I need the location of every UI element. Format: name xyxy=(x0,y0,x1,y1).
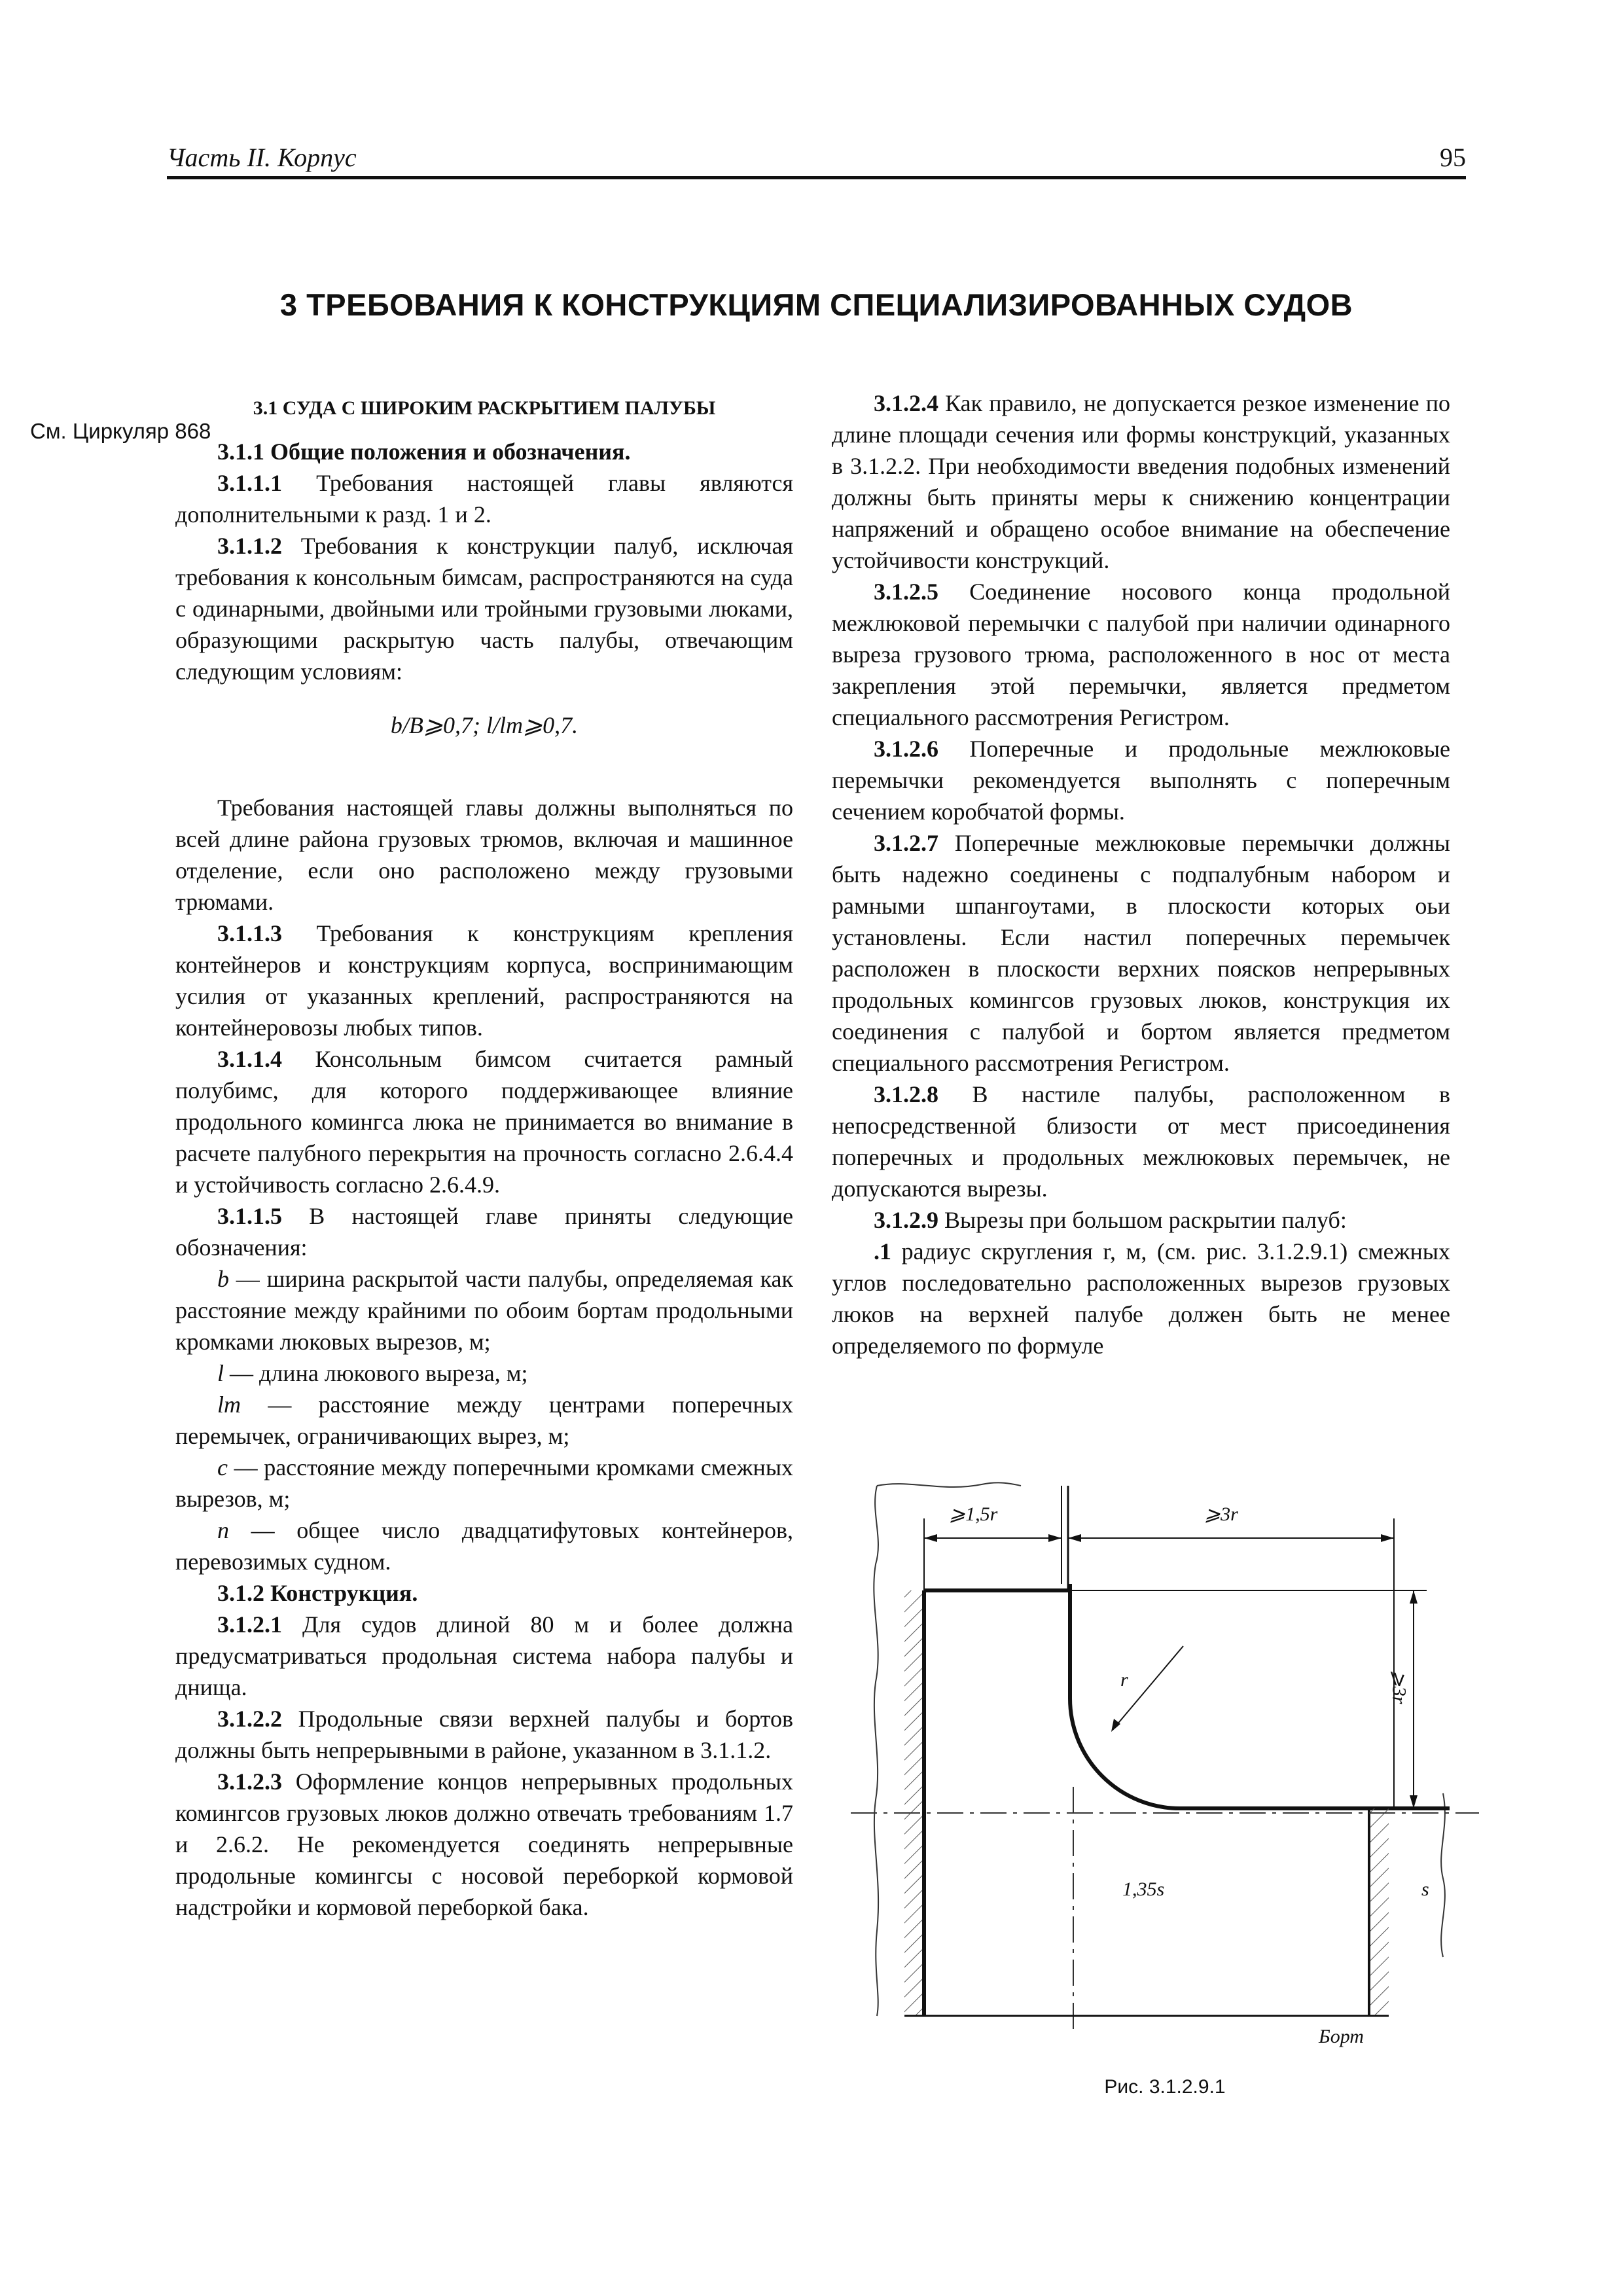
definition: b — ширина раскрытой части палубы, определяемая как расстояние между крайними по обоим бортам продольными кромками люковых вырезов, м; xyxy=(175,1266,793,1355)
clause-number: 3.1.2.6 xyxy=(874,736,938,762)
running-title: Часть II. Корпус xyxy=(167,143,357,172)
paragraph: 3.1.1.2 Требования к конструкции палуб, исключая требования к консольным бимсам, распространяются на суда с одинарными, двойными или тройными грузовыми люками, образующими раскрытую часть палубы, отвечающим следующим условиям: xyxy=(175,533,794,685)
clause-number: 3.1.1.2 xyxy=(217,533,282,559)
paragraph: 3.1.1.3 Требования к конструкциям крепления контейнеров и конструкциям корпуса, воспринимающим усилия от указанных креплений, распространяются на контейнеровозы любых типов. xyxy=(175,920,794,1041)
paragraph: 3.1.2.6 Поперечные и продольные межлюковые перемычки рекомендуется выполнять с поперечным сечением коробчатой формы. xyxy=(832,736,1450,825)
subsection-heading: 3.1.2 Конструкция. xyxy=(217,1580,418,1606)
paragraph: 3.1.2.4 Как правило, не допускается резкое изменение по длине площади сечения или формы конструкций, указанных в 3.1.2.2. При необходимости введения подобных изменений должны быть приняты меры к снижению концентрации напряжений и обращено особое внимание на обеспечение устойчивости конструкций. xyxy=(832,390,1450,573)
side-label: Борт xyxy=(1319,2026,1364,2047)
figure-caption: Рис. 3.1.2.9.1 xyxy=(1104,2076,1226,2098)
page-number: 95 xyxy=(1440,143,1466,172)
figure-hatch-corner xyxy=(851,1473,1479,2062)
dim-label-d: 1,35s xyxy=(1122,1878,1165,1900)
page-header xyxy=(167,144,1466,177)
dim-label-a: ⩾1,5r xyxy=(949,1503,998,1525)
paragraph: 3.1.2.5 Соединение носового конца продольной межлюковой перемычки с палубой при наличии одинарного выреза грузового трюма, расположенного в нос от места закрепления этой перемычки, является предметом специального рассмотрения Регистром. xyxy=(832,579,1450,730)
left-column xyxy=(175,387,793,1923)
paragraph: 3.1.2.3 Оформление концов непрерывных продольных комингсов грузовых люков должно отвечать требованиям 1.7 и 2.6.2. Не рекомендуется соединять непрерывные продольные комингсы с носовой переборкой кормовой надстройки и кормовой переборкой бака. xyxy=(175,1768,793,1920)
dim-label-c: ⩾3r xyxy=(1388,1670,1410,1704)
paragraph: Требования настоящей главы должны выполняться по всей длине района грузовых трюмов, включая и машинное отделение, если оно расположено между грузовыми трюмами. xyxy=(175,795,793,915)
paragraph: 3.1.1.1 Требования настоящей главы являются дополнительными к разд. 1 и 2. xyxy=(175,470,793,528)
symbol: n xyxy=(217,1517,229,1543)
paragraph: 3.1.1.5 В настоящей главе приняты следующие обозначения: xyxy=(175,1203,794,1261)
margin-note: См. Циркуляр 868 xyxy=(30,419,211,443)
paragraph: 3.1.1.4 Консольным бимсом считается рамный полубимс, для которого поддерживающее влияние продольного комингса люка не принимается во внимание в расчете палубного перекрытия на прочность согласно 2.6.4.4 и устойчивость согласно 2.6.4.9. xyxy=(175,1046,793,1198)
formula: b/B⩾0,7; l/lm⩾0,7. xyxy=(390,712,579,738)
right-column xyxy=(832,387,1450,1361)
clause-number: 3.1.2.7 xyxy=(874,830,938,856)
section-heading: 3.1 СУДА С ШИРОКИМ РАСКРЫТИЕМ ПАЛУБЫ xyxy=(253,397,716,419)
paragraph: 3.1.2.7 Поперечные межлюковые перемычки должны быть надежно соединены с подпалубным набором и рамными шпангоутами, в плоскости которых оьи установлены. Если настил поперечных перемычек расположен в плоскости верхних поясков непрерывных продольных комингсов грузовых люков, конструкция их соединения с палубой и бортом является предметом специального рассмотрения Регистром. xyxy=(832,830,1450,1076)
radius-label: r xyxy=(1120,1669,1128,1691)
dim-label-e: s xyxy=(1421,1878,1429,1900)
clause-number: 3.1.2.9 xyxy=(874,1207,938,1233)
clause-number: 3.1.1.3 xyxy=(217,920,282,946)
clause-number: 3.1.2.1 xyxy=(217,1611,282,1638)
clause-number: 3.1.2.8 xyxy=(874,1081,938,1107)
clause-number: 3.1.1.4 xyxy=(217,1046,282,1072)
dim-label-b: ⩾3r xyxy=(1204,1503,1238,1525)
header-rule xyxy=(167,176,1466,179)
clause-number: .1 xyxy=(874,1238,891,1265)
chapter-title: 3 ТРЕБОВАНИЯ К КОНСТРУКЦИЯМ СПЕЦИАЛИЗИРОВАННЫХ СУДОВ xyxy=(279,287,1353,322)
paragraph: .1 радиус скругления r, м, (см. рис. 3.1.2.9.1) смежных углов последовательно расположенных вырезов грузовых люков на верхней палубе должен быть не менее определяемого по формуле xyxy=(832,1238,1450,1359)
symbol: lm xyxy=(217,1391,241,1418)
clause-number: 3.1.1.5 xyxy=(217,1203,282,1229)
clause-number: 3.1.2.2 xyxy=(217,1706,282,1732)
clause-number: 3.1.1.1 xyxy=(217,470,282,496)
definition: l — длина люкового выреза, м; xyxy=(217,1360,528,1386)
clause-number: 3.1.2.5 xyxy=(874,579,938,605)
symbol: l xyxy=(217,1360,224,1386)
paragraph: 3.1.2.2 Продольные связи верхней палубы и бортов должны быть непрерывными в районе, указанном в 3.1.1.2. xyxy=(175,1706,794,1763)
definition: lm — расстояние между центрами поперечных перемычек, ограничивающих вырез, м; xyxy=(175,1391,793,1449)
paragraph: 3.1.2.8 В настиле палубы, расположенном в непосредственной близости от мест присоединения поперечных и продольных межлюковых перемычек, не допускаются вырезы. xyxy=(832,1081,1450,1202)
symbol: b xyxy=(217,1266,229,1292)
clause-number: 3.1.2.3 xyxy=(217,1768,282,1795)
definition: n — общее число двадцатифутовых контейнеров, перевозимых судном. xyxy=(175,1517,793,1575)
subsection-heading: 3.1.1 Общие положения и обозначения. xyxy=(217,439,631,465)
definition: c — расстояние между поперечными кромками смежных вырезов, м; xyxy=(175,1454,793,1512)
paragraph: 3.1.2.9 Вырезы при большом раскрытии палуб: xyxy=(874,1207,1347,1233)
figure-drawing xyxy=(851,1473,1479,2062)
clause-number: 3.1.2.4 xyxy=(874,390,938,416)
symbol: c xyxy=(217,1454,228,1480)
paragraph: 3.1.2.1 Для судов длиной 80 м и более должна предусматриваться продольная система набора палубы и днища. xyxy=(175,1611,793,1700)
